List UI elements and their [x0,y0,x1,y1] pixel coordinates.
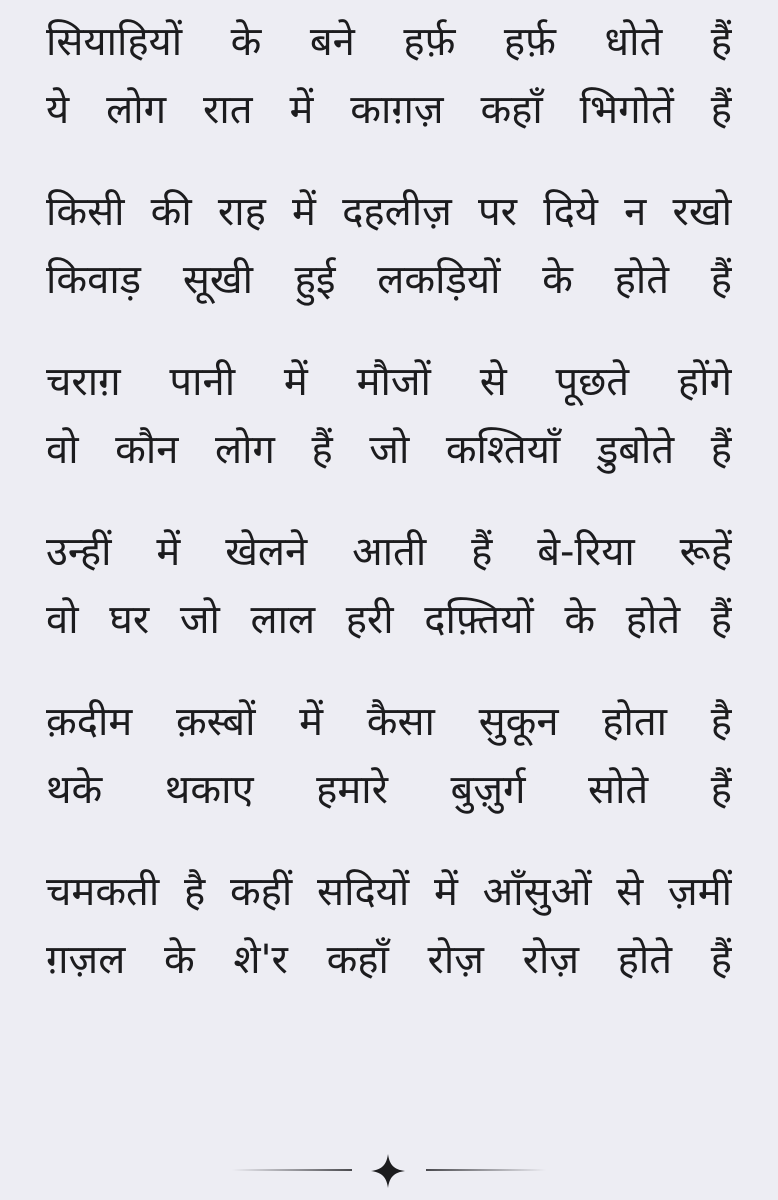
divider-rule-right [426,1169,546,1171]
couplet-line: वो कौन लोग हैं जो कश्तियाँ डुबोते हैं [46,427,732,473]
couplet-2 [46,178,732,314]
end-ornament-divider [0,1150,778,1190]
couplet-line: चराग़ पानी में मौजों से पूछते होंगे [46,359,732,405]
poem-text [46,8,732,1028]
couplet-line: उन्हीं में खेलने आती हैं बे-रिया रूहें [46,529,732,575]
couplet-line: वो घर जो लाल हरी दफ़्तियों के होते हैं [46,597,732,643]
couplet-6 [46,858,732,994]
couplet-1 [46,8,732,144]
couplet-line: किवाड़ सूखी हुई लकड़ियों के होते हैं [46,257,732,303]
couplet-5 [46,688,732,824]
couplet-line: किसी की राह में दहलीज़ पर दिये न रखो [46,189,732,235]
couplet-line: सियाहियों के बने हर्फ़ हर्फ़ धोते हैं [46,19,732,65]
couplet-line: क़दीम क़स्बों में कैसा सुकून होता है [46,699,732,745]
couplet-line: ये लोग रात में काग़ज़ कहाँ भिगोतें हैं [46,87,732,133]
divider-rule-left [232,1169,352,1171]
couplet-line: चमकती है कहीं सदियों में आँसुओं से ज़मीं [46,869,732,915]
couplet-line: थके थकाए हमारे बुज़ुर्ग सोते हैं [46,767,732,813]
couplet-3 [46,348,732,484]
couplet-line: ग़ज़ल के शे'र कहाँ रोज़ रोज़ होते हैं [46,937,732,983]
couplet-4 [46,518,732,654]
four-point-star-icon [369,1152,407,1190]
